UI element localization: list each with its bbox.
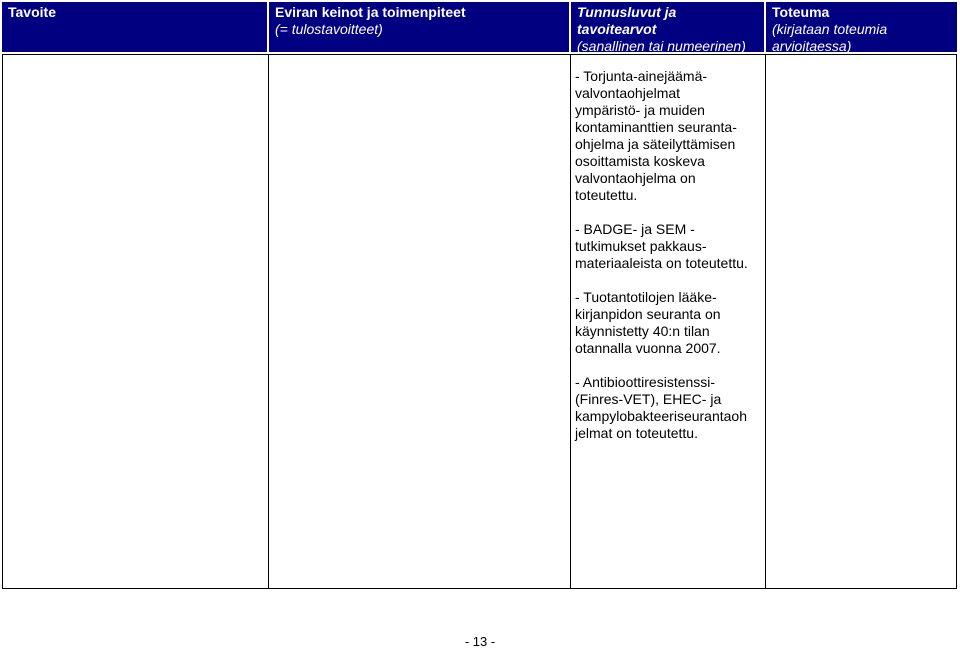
column-divider (570, 54, 571, 589)
page-number: - 13 - (464, 634, 496, 649)
header-tunnusluvut (571, 2, 764, 52)
header-toteuma-sub: (kirjataan toteumia arvioitaessa) (772, 21, 888, 54)
header-toteuma (766, 2, 957, 52)
header-tavoite (2, 2, 267, 52)
paragraph: - BADGE- ja SEM - tutkimukset pakkaus- materiaaleista on toteutettu. (575, 221, 748, 271)
header-toteuma-title: Toteuma (772, 4, 830, 20)
header-keinot (269, 2, 569, 52)
paragraph: - Tuotantotilojen lääke- kirjanpidon seuranta on käynnistetty 40:n tilan otannalla vuonna 2007. (575, 289, 721, 356)
header-tunnusluvut-sub: (sanallinen tai numeerinen) (577, 38, 746, 54)
header-tunnusluvut-title: Tunnusluvut ja tavoitearvot (577, 4, 677, 37)
column-divider (765, 54, 766, 589)
header-tavoite-title: Tavoite (8, 4, 56, 20)
tunnusluvut-cell (575, 68, 765, 459)
header-keinot-sub: (= tulostavoitteet) (275, 21, 383, 37)
paragraph: - Antibioottiresistenssi- (Finres-VET), EHEC- ja kampylobakteeriseurantaoh jelmat on toteutettu. (575, 374, 747, 441)
header-keinot-title: Eviran keinot ja toimenpiteet (275, 4, 466, 20)
paragraph: - Torjunta-ainejäämä- valvontaohjelmat ympäristö- ja muiden kontaminanttien seuranta- ohjelma ja säteilyttämisen osoittamista koskeva valvontaohjelma on toteutettu. (575, 68, 737, 203)
table-body (2, 54, 957, 589)
goals-table (2, 2, 957, 589)
column-divider (268, 54, 269, 589)
